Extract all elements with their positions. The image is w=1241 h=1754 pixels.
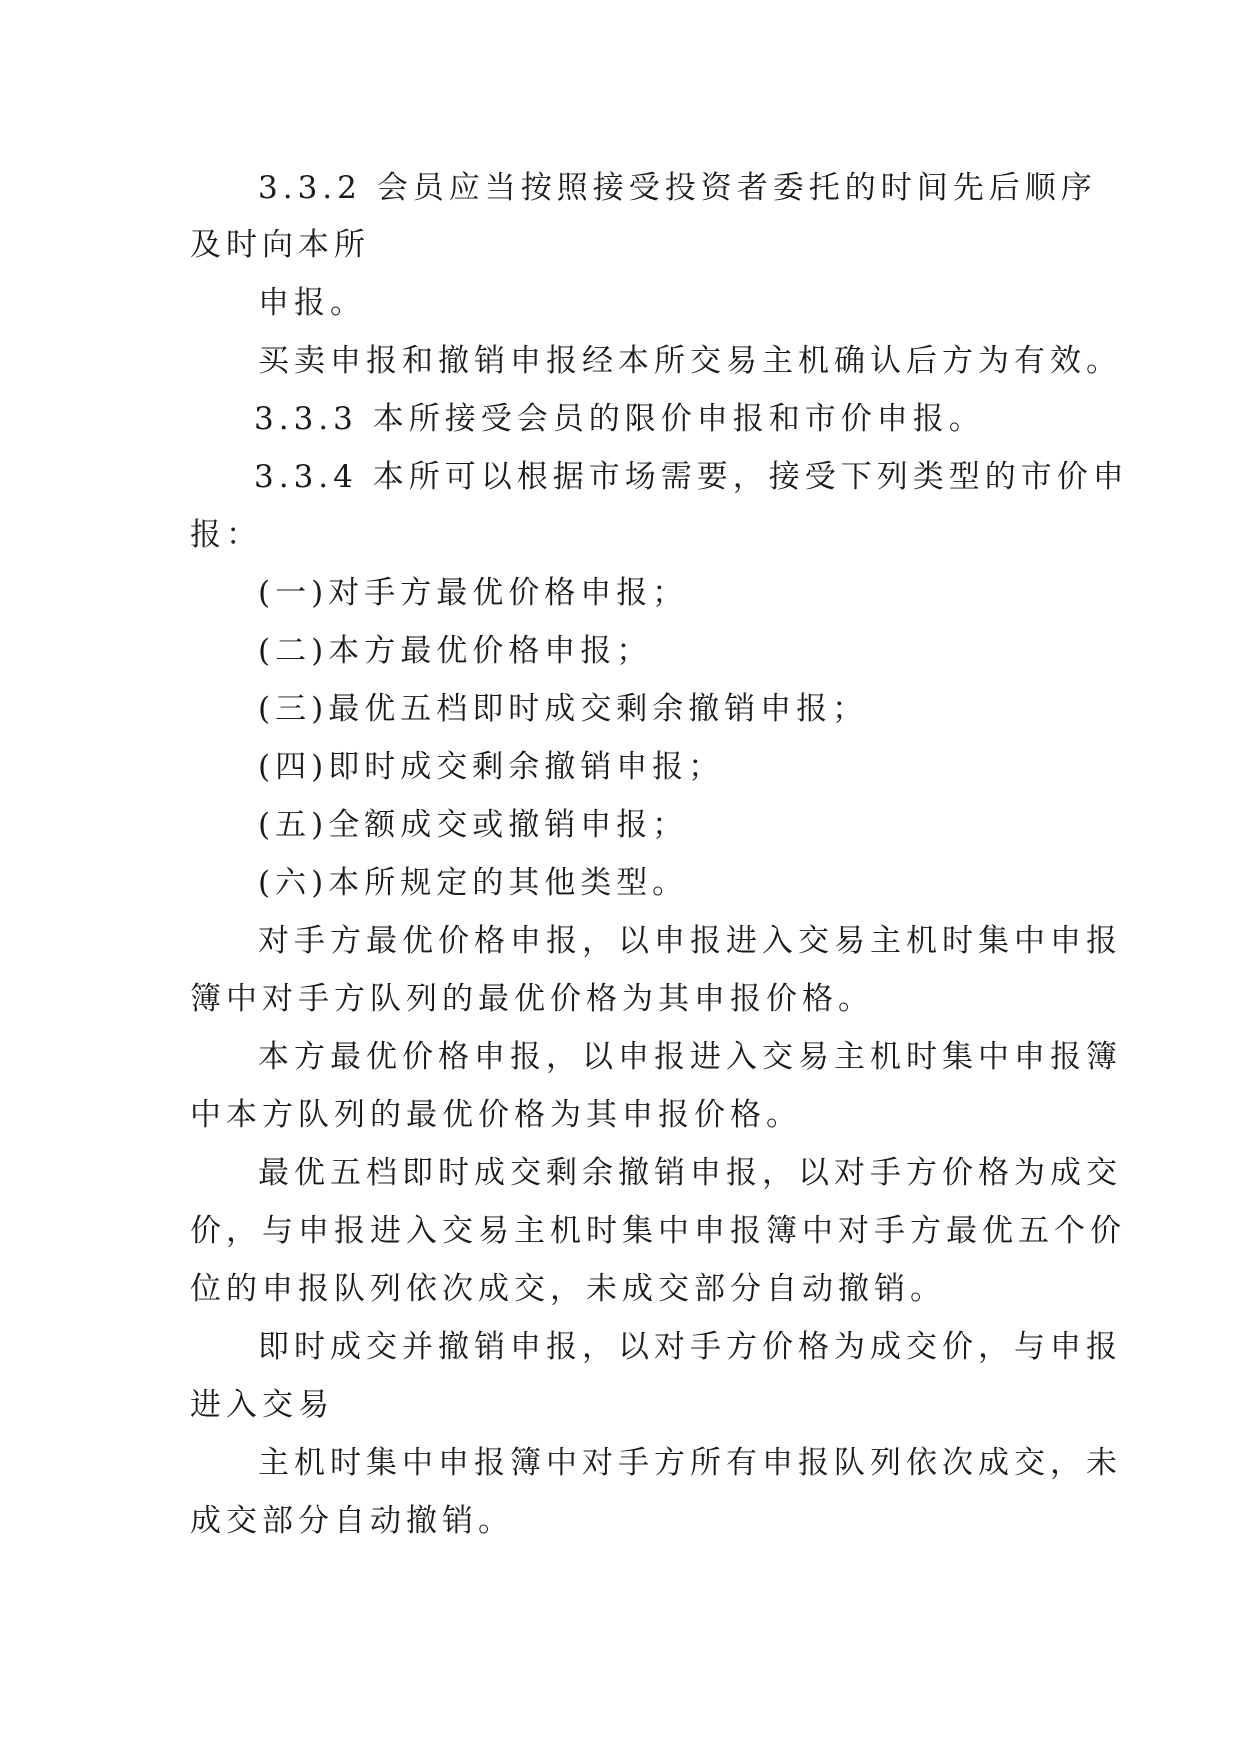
text-line: 簿中对手方队列的最优价格为其申报价格。	[190, 981, 874, 1017]
text-line: (六)本所规定的其他类型。	[258, 865, 689, 901]
text-line: (四)即时成交剩余撤销申报；	[258, 749, 725, 785]
text-line: 主机时集中申报簿中对手方所有申报队列依次成交，未	[258, 1445, 1122, 1481]
text-line: (二)本方最优价格申报；	[258, 633, 653, 669]
text-line: 3.3.4 本所可以根据市场需要，接受下列类型的市价申	[254, 459, 1129, 495]
text-line: 中本方队列的最优价格为其申报价格。	[190, 1097, 802, 1133]
text-line: 3.3.2 会员应当按照接受投资者委托的时间先后顺序	[258, 170, 1097, 206]
text-line: (三)最优五档即时成交剩余撤销申报；	[258, 691, 869, 727]
text-line: 成交部分自动撤销。	[190, 1503, 514, 1539]
text-line: 位的申报队列依次成交，未成交部分自动撤销。	[190, 1271, 946, 1307]
text-line: 价，与申报进入交易主机时集中申报簿中对手方最优五个价	[190, 1213, 1126, 1249]
text-line: (一)对手方最优价格申报；	[258, 575, 689, 611]
text-line: (五)全额成交或撤销申报；	[258, 807, 689, 843]
text-line: 最优五档即时成交剩余撤销申报，以对手方价格为成交	[258, 1155, 1122, 1191]
text-line: 进入交易	[190, 1387, 334, 1423]
text-line: 买卖申报和撤销申报经本所交易主机确认后方为有效。	[258, 343, 1122, 379]
text-line: 3.3.3 本所接受会员的限价申报和市价申报。	[254, 401, 985, 437]
text-line: 及时向本所	[190, 227, 370, 263]
text-line: 申报。	[258, 285, 366, 321]
text-line: 报：	[190, 517, 262, 553]
text-line: 对手方最优价格申报，以申报进入交易主机时集中申报	[258, 923, 1122, 959]
text-line: 本方最优价格申报，以申报进入交易主机时集中申报簿	[258, 1039, 1122, 1075]
text-line: 即时成交并撤销申报，以对手方价格为成交价，与申报	[258, 1329, 1122, 1365]
